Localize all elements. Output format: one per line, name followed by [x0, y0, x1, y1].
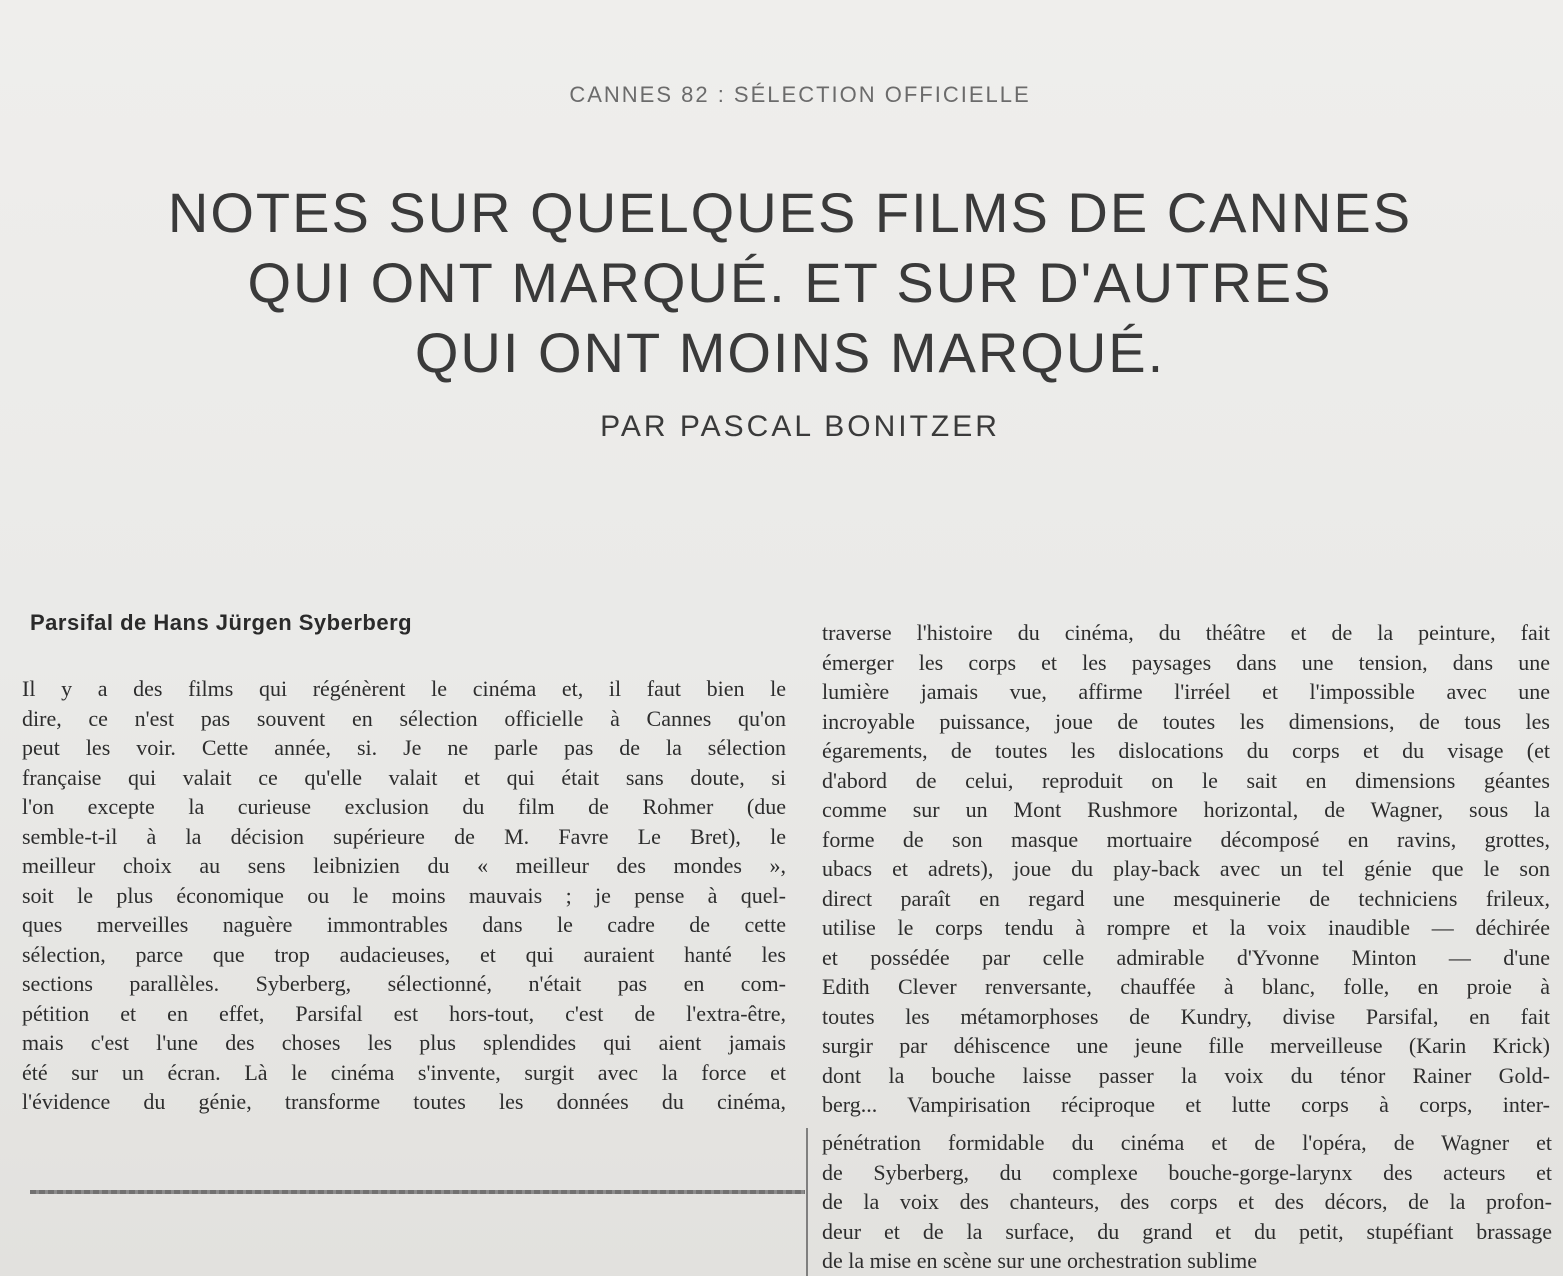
text-line: incroyable puissance, joue de toutes les dimensions, de tous les: [822, 708, 1550, 734]
text-line: soit le plus économique ou le moins mauvais ; je pense à quel-: [22, 882, 786, 908]
text-line: et possédée par celle admirable d'Yvonne Minton — d'une: [822, 944, 1550, 970]
text-line: Edith Clever renversante, chauffée à blanc, folle, en proie à: [822, 974, 1550, 999]
title-line: QUI ONT MARQUÉ. ET SUR D'AUTRES: [247, 251, 1333, 314]
text-line: Il y a des films qui régénèrent le cinéma et, il faut bien le: [22, 676, 786, 701]
right-column-bottom: [822, 1128, 1552, 1276]
text-line: utilise le corps tendu à rompre et la voix inaudible — déchirée: [822, 915, 1550, 940]
text-line: dire, ce n'est pas souvent en sélection officielle à Cannes qu'on: [22, 705, 786, 731]
article-title: [40, 178, 1540, 388]
title-line: QUI ONT MOINS MARQUÉ.: [414, 321, 1166, 384]
text-line: de la voix des chanteurs, des corps et des décors, de la profon-: [822, 1189, 1552, 1214]
vertical-rule: [806, 1128, 808, 1276]
horizontal-rule: [30, 1190, 805, 1194]
text-line: meilleur choix au sens leibnizien du « meilleur des mondes »,: [22, 853, 786, 878]
text-line: l'évidence du génie, transforme toutes les données du cinéma,: [22, 1089, 786, 1114]
text-line: peut les voir. Cette année, si. Je ne parle pas de la sélection: [22, 735, 786, 760]
text-line: l'on excepte la curieuse exclusion du film de Rohmer (due: [22, 794, 786, 819]
author-byline: PAR PASCAL BONITZER: [600, 410, 1000, 443]
section-heading: Parsifal de Hans Jürgen Syberberg: [30, 610, 413, 635]
text-line: berg... Vampirisation réciproque et lutte corps à corps, inter-: [822, 1092, 1550, 1117]
text-line: forme de son masque mortuaire décomposé en ravins, grottes,: [822, 826, 1550, 852]
text-line: dont la bouche laisse passer la voix du ténor Rainer Gold-: [822, 1062, 1550, 1088]
text-line: été sur un écran. Là le cinéma s'invente, surgit avec la force et: [22, 1059, 786, 1085]
text-line: pénétration formidable du cinéma et de l'opéra, de Wagner et: [822, 1130, 1552, 1155]
text-line: de la mise en scène sur une orchestration sublime: [822, 1248, 1257, 1273]
text-line: mais c'est l'une des choses les plus splendides qui aient jamais: [22, 1030, 786, 1055]
section-kicker: CANNES 82 : SÉLECTION OFFICIELLE: [569, 82, 1031, 107]
text-line: direct paraît en regard une mesquinerie de techniciens frileux,: [822, 885, 1550, 911]
text-line: d'abord de celui, reproduit on le sait en dimensions géantes: [822, 767, 1550, 793]
text-line: lumière jamais vue, affirme l'irréel et l'impossible avec une: [822, 679, 1550, 704]
title-line: NOTES SUR QUELQUES FILMS DE CANNES: [167, 181, 1413, 244]
text-line: surgir par déhiscence une jeune fille merveilleuse (Karin Krick): [822, 1033, 1550, 1058]
text-line: ubacs et adrets), joue du play-back avec un tel génie que le son: [822, 856, 1550, 881]
text-line: sélection, parce que trop audacieuses, et qui auraient hanté les: [22, 941, 786, 967]
right-column-top: [822, 618, 1550, 1120]
text-line: toutes les métamorphoses de Kundry, divise Parsifal, en fait: [822, 1003, 1550, 1029]
text-line: ques merveilles naguère immontrables dans le cadre de cette: [22, 912, 786, 937]
text-line: émerger les corps et les paysages dans une tension, dans une: [822, 649, 1550, 675]
text-line: française qui valait ce qu'elle valait et qui était sans doute, si: [22, 764, 786, 790]
text-line: de Syberberg, du complexe bouche-gorge-larynx des acteurs et: [822, 1159, 1552, 1185]
text-line: comme sur un Mont Rushmore horizontal, de Wagner, sous la: [822, 797, 1550, 822]
text-line: semble-t-il à la décision supérieure de M. Favre Le Bret), le: [22, 823, 786, 849]
text-line: égarements, de toutes les dislocations du corps et du visage (et: [822, 738, 1550, 763]
text-line: deur et de la surface, du grand et du petit, stupéfiant brassage: [822, 1218, 1552, 1244]
text-line: traverse l'histoire du cinéma, du théâtre et de la peinture, fait: [822, 620, 1550, 645]
left-column: [22, 674, 786, 1117]
text-line: sections parallèles. Syberberg, sélectionné, n'était pas en com-: [22, 971, 786, 996]
text-line: pétition et en effet, Parsifal est hors-tout, c'est de l'extra-être,: [22, 1000, 786, 1026]
